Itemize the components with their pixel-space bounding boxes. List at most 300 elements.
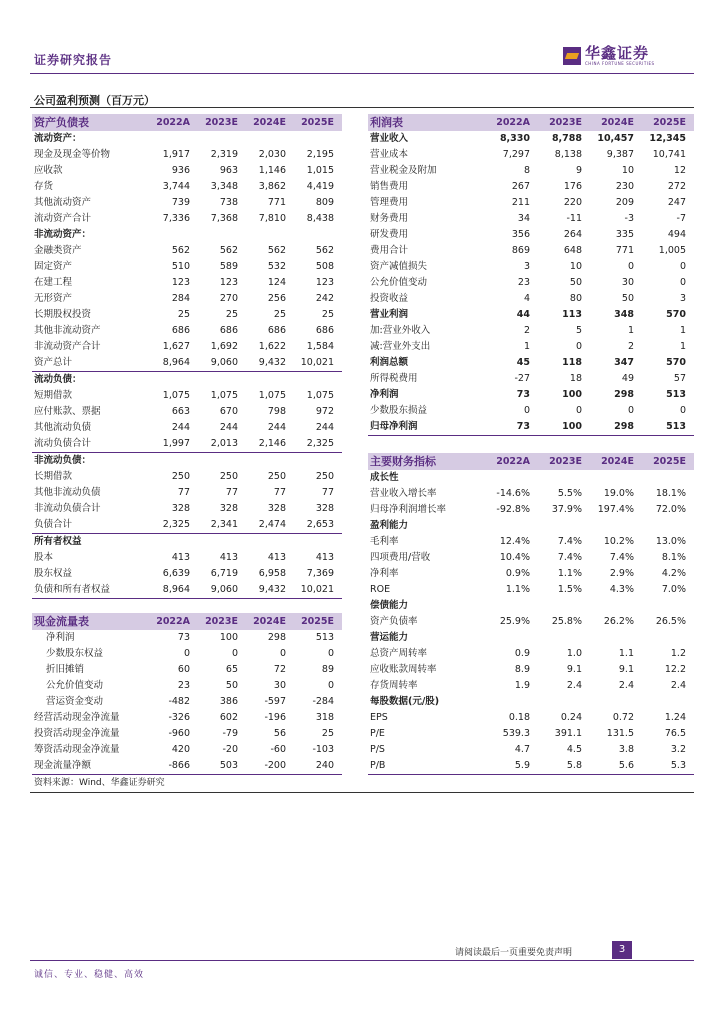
row-value: 25 xyxy=(273,309,286,320)
row-value: 0 xyxy=(627,405,634,416)
row-value: 1.1% xyxy=(557,568,582,579)
row-value: 244 xyxy=(171,422,190,433)
row-value xyxy=(198,453,246,470)
row-value: 13.0% xyxy=(655,536,686,547)
row-value: 9 xyxy=(575,165,582,176)
row-value: 539.3 xyxy=(502,728,530,739)
row-value xyxy=(486,470,538,486)
row-value: 318 xyxy=(315,712,334,723)
row-label: 应收款 xyxy=(34,165,63,176)
row-label: P/E xyxy=(370,728,385,739)
row-value: 73 xyxy=(177,632,190,643)
row-value: 72.0% xyxy=(655,504,686,515)
row-value xyxy=(294,227,342,243)
row-value: 10 xyxy=(569,261,582,272)
row-value: -11 xyxy=(566,213,582,224)
section-title: 公司盈利预测（百万元） xyxy=(34,94,155,107)
row-label: 营业收入增长率 xyxy=(370,488,437,499)
row-value: 19.0% xyxy=(603,488,634,499)
row-value: 9,060 xyxy=(198,582,246,599)
row-value: 0.18 xyxy=(508,712,530,723)
row-label: 筹资活动现金净流量 xyxy=(34,744,120,755)
year-header: 2023E xyxy=(198,613,246,630)
row-value: -27 xyxy=(514,373,530,384)
row-value xyxy=(486,518,538,534)
row-value: 1 xyxy=(679,325,686,336)
row-value: 0 xyxy=(679,261,686,272)
row-value xyxy=(538,598,590,614)
row-value xyxy=(198,227,246,243)
row-value: 298 xyxy=(614,389,634,400)
table-title: 资产负债表 xyxy=(32,114,150,131)
row-value xyxy=(590,598,642,614)
row-value xyxy=(198,534,246,551)
row-value: 7,369 xyxy=(306,568,334,579)
row-value: 50 xyxy=(225,680,238,691)
row-label: 其他流动资产 xyxy=(34,197,92,208)
row-label: 应付账款、票据 xyxy=(34,406,101,417)
row-label: 销售费用 xyxy=(370,181,409,192)
table-row xyxy=(368,355,694,371)
table-row xyxy=(368,339,694,355)
row-value: 670 xyxy=(219,406,238,417)
row-value: 1,146 xyxy=(258,165,286,176)
year-header: 2023E xyxy=(538,114,590,131)
table-row xyxy=(368,646,694,662)
row-label: 股本 xyxy=(34,552,54,563)
year-header: 2025E xyxy=(294,613,342,630)
row-value: -103 xyxy=(312,744,334,755)
row-value: -14.6% xyxy=(496,488,530,499)
table-row xyxy=(32,694,342,710)
row-value: 503 xyxy=(198,758,246,775)
row-value: 1,584 xyxy=(306,341,334,352)
row-value: 100 xyxy=(562,389,582,400)
report-type-title: 证券研究报告 xyxy=(34,53,113,67)
row-value: 10,457 xyxy=(597,133,634,144)
table-row xyxy=(32,388,342,404)
row-value: 267 xyxy=(511,181,530,192)
row-value: 686 xyxy=(219,325,238,336)
row-value: 30 xyxy=(621,277,634,288)
table-row xyxy=(32,726,342,742)
row-value: 3,862 xyxy=(258,181,286,192)
row-value: 4.5 xyxy=(566,744,582,755)
row-value: 413 xyxy=(171,552,190,563)
row-value: -866 xyxy=(150,758,198,775)
row-label: 负债合计 xyxy=(32,517,150,534)
row-value: 123 xyxy=(171,277,190,288)
row-value: 244 xyxy=(267,422,286,433)
row-value: 4.3% xyxy=(609,584,634,595)
table-row xyxy=(32,742,342,758)
row-label: 成长性 xyxy=(370,472,399,483)
page-number: 3 xyxy=(612,941,632,959)
row-value: 3 xyxy=(679,293,686,304)
row-value: 8,964 xyxy=(150,355,198,372)
row-value: 0 xyxy=(279,648,286,659)
row-label: 短期借款 xyxy=(34,390,73,401)
row-label: 归母净利润 xyxy=(368,419,486,436)
row-value: 10.2% xyxy=(603,536,634,547)
row-value: 25 xyxy=(225,309,238,320)
table-row xyxy=(32,453,342,470)
row-value: 270 xyxy=(219,293,238,304)
table-row xyxy=(32,630,342,646)
row-value: 5.9 xyxy=(486,758,538,775)
row-label: 其他非流动负债 xyxy=(34,487,101,498)
row-value: 0 xyxy=(679,277,686,288)
table-row xyxy=(368,323,694,339)
row-value: 2,325 xyxy=(294,436,342,453)
row-value: 298 xyxy=(590,419,642,436)
row-value: -326 xyxy=(168,712,190,723)
balance-sheet-table xyxy=(32,114,342,599)
row-value xyxy=(294,131,342,147)
row-label: 长期借款 xyxy=(34,471,73,482)
table-row xyxy=(368,534,694,550)
table-row xyxy=(32,436,342,453)
row-value: 72 xyxy=(273,664,286,675)
table-row xyxy=(368,598,694,614)
footer-divider xyxy=(30,960,694,961)
row-label: 营业收入 xyxy=(370,133,409,144)
row-label: 研发费用 xyxy=(370,229,409,240)
year-header: 2025E xyxy=(642,114,694,131)
row-value: 513 xyxy=(642,419,694,436)
row-label: P/S xyxy=(370,744,385,755)
table-row xyxy=(368,566,694,582)
table-row xyxy=(32,501,342,517)
table-row xyxy=(368,227,694,243)
row-value: 2,195 xyxy=(306,149,334,160)
table-row xyxy=(32,323,342,339)
table-row xyxy=(32,469,342,485)
row-value: 7.4% xyxy=(609,552,634,563)
row-value: 9,432 xyxy=(246,355,294,372)
row-value: 220 xyxy=(563,197,582,208)
row-value xyxy=(538,518,590,534)
row-value: -3 xyxy=(624,213,634,224)
row-value: 739 xyxy=(171,197,190,208)
row-value: 50 xyxy=(569,277,582,288)
row-value: 7,368 xyxy=(210,213,238,224)
row-value: 602 xyxy=(219,712,238,723)
table-header-row xyxy=(368,453,694,470)
row-value: 328 xyxy=(315,503,334,514)
row-label: 总资产周转率 xyxy=(370,648,428,659)
row-value: 209 xyxy=(615,197,634,208)
row-value: 328 xyxy=(171,503,190,514)
table-row xyxy=(368,387,694,403)
row-label: 净利润 xyxy=(46,632,75,643)
year-header: 2022A xyxy=(486,114,538,131)
table-row xyxy=(32,372,342,389)
row-value: 1,917 xyxy=(162,149,190,160)
row-value xyxy=(642,518,694,534)
row-value: -20 xyxy=(222,744,238,755)
table-row xyxy=(368,131,694,147)
table-row xyxy=(32,758,342,775)
year-header: 2024E xyxy=(246,613,294,630)
row-value: 10,021 xyxy=(294,582,342,599)
row-value: 562 xyxy=(267,245,286,256)
row-value: 7,336 xyxy=(162,213,190,224)
row-value: 328 xyxy=(267,503,286,514)
row-label: 净利率 xyxy=(370,568,399,579)
table-row xyxy=(368,419,694,436)
row-value: -196 xyxy=(264,712,286,723)
row-label: 毛利率 xyxy=(370,536,399,547)
row-label: 非流动负债合计 xyxy=(34,503,101,514)
row-value xyxy=(246,534,294,551)
table-row xyxy=(32,243,342,259)
row-value: 56 xyxy=(273,728,286,739)
row-value: 264 xyxy=(563,229,582,240)
row-label: 营业税金及附加 xyxy=(370,165,437,176)
row-value: 570 xyxy=(666,357,686,368)
row-value: 0 xyxy=(575,341,582,352)
row-value: 798 xyxy=(267,406,286,417)
row-value: 686 xyxy=(171,325,190,336)
row-value: 2.9% xyxy=(609,568,634,579)
row-value: 25.9% xyxy=(499,616,530,627)
row-value: 250 xyxy=(219,471,238,482)
row-label: 四项费用/营收 xyxy=(370,552,431,563)
row-value: 738 xyxy=(219,197,238,208)
table-row xyxy=(32,404,342,420)
row-label: 利润总额 xyxy=(370,357,409,368)
row-value: 9,387 xyxy=(606,149,634,160)
row-value: 386 xyxy=(219,696,238,707)
row-value: 23 xyxy=(517,277,530,288)
row-label: 资产总计 xyxy=(32,355,150,372)
table-row xyxy=(368,518,694,534)
row-value: 5.8 xyxy=(538,758,590,775)
year-header: 2024E xyxy=(590,114,642,131)
row-value: 298 xyxy=(267,632,286,643)
financial-ratios-table xyxy=(368,453,694,775)
row-value: 1,622 xyxy=(258,341,286,352)
row-value: 25 xyxy=(177,309,190,320)
table-row xyxy=(368,195,694,211)
table-row xyxy=(368,742,694,758)
row-value: 686 xyxy=(315,325,334,336)
table-row xyxy=(32,307,342,323)
year-header: 2022A xyxy=(486,453,538,470)
row-label: ROE xyxy=(370,584,391,595)
logo-name-cn: 华鑫证券 xyxy=(585,44,650,62)
row-value xyxy=(642,694,694,710)
table-row xyxy=(32,163,342,179)
row-value: 10,021 xyxy=(294,355,342,372)
row-value xyxy=(538,470,590,486)
row-label: 加:营业外收入 xyxy=(370,325,431,336)
row-label: 减:营业外支出 xyxy=(370,341,431,352)
row-value: -960 xyxy=(168,728,190,739)
row-value: 2,474 xyxy=(246,517,294,534)
row-value: 4,419 xyxy=(306,181,334,192)
row-label: 每股数据(元/股) xyxy=(370,696,440,707)
row-value: 12,345 xyxy=(649,133,686,144)
row-value: -60 xyxy=(270,744,286,755)
data-source-note: 资料来源：Wind、华鑫证券研究 xyxy=(34,778,165,788)
row-label: 流动资产： xyxy=(34,133,82,144)
row-value: 9,432 xyxy=(246,582,294,599)
row-value xyxy=(150,227,198,243)
row-value: 12.2 xyxy=(664,664,686,675)
row-value: 73 xyxy=(516,389,530,400)
row-value: 3,348 xyxy=(210,181,238,192)
row-label: 存货周转率 xyxy=(370,680,418,691)
row-value: 513 xyxy=(666,389,686,400)
row-value: 242 xyxy=(315,293,334,304)
row-value: 663 xyxy=(171,406,190,417)
row-value xyxy=(590,470,642,486)
row-value xyxy=(590,630,642,646)
row-value: 37.9% xyxy=(551,504,582,515)
row-value: 0 xyxy=(183,648,190,659)
row-value xyxy=(590,694,642,710)
table-row xyxy=(32,179,342,195)
row-value: 5.6 xyxy=(590,758,642,775)
table-row xyxy=(368,470,694,486)
disclaimer-note: 请阅读最后一页重要免责声明 xyxy=(455,948,573,958)
row-value: 9.1 xyxy=(618,664,634,675)
table-row xyxy=(32,485,342,501)
row-value: 2,319 xyxy=(210,149,238,160)
row-value: -597 xyxy=(264,696,286,707)
table-row xyxy=(368,211,694,227)
table-row xyxy=(368,486,694,502)
row-value xyxy=(246,227,294,243)
row-label: 少数股东权益 xyxy=(46,648,104,659)
row-value: -284 xyxy=(312,696,334,707)
row-label: 负债和所有者权益 xyxy=(32,582,150,599)
row-value: 356 xyxy=(511,229,530,240)
row-value: 0.9 xyxy=(514,648,530,659)
table-row xyxy=(368,662,694,678)
row-value: 1,075 xyxy=(162,390,190,401)
row-label: 非流动资产合计 xyxy=(34,341,101,352)
table-row xyxy=(32,678,342,694)
row-value: 936 xyxy=(171,165,190,176)
table-title: 利润表 xyxy=(368,114,486,131)
row-value: 12.4% xyxy=(499,536,530,547)
table-row xyxy=(368,710,694,726)
row-label: 少数股东损益 xyxy=(370,405,428,416)
row-value: 6,719 xyxy=(210,568,238,579)
table-row xyxy=(32,131,342,147)
row-value: 869 xyxy=(511,245,530,256)
table-row xyxy=(368,291,694,307)
row-value: 2,341 xyxy=(198,517,246,534)
row-label: P/B xyxy=(368,758,486,775)
row-value xyxy=(294,372,342,389)
row-value: 1,015 xyxy=(306,165,334,176)
row-value: 23 xyxy=(177,680,190,691)
table-row xyxy=(368,758,694,775)
row-value: 118 xyxy=(562,357,582,368)
row-value: 1,692 xyxy=(210,341,238,352)
row-value: 5 xyxy=(575,325,582,336)
row-value: 1,075 xyxy=(210,390,238,401)
row-value: 10.4% xyxy=(499,552,530,563)
row-value: 30 xyxy=(273,680,286,691)
row-value: 230 xyxy=(615,181,634,192)
row-value: 1 xyxy=(627,325,634,336)
table-row xyxy=(368,678,694,694)
row-value: 4 xyxy=(523,293,530,304)
row-value: 2.4 xyxy=(566,680,582,691)
year-header: 2023E xyxy=(538,453,590,470)
row-value: 0 xyxy=(523,405,530,416)
row-value: 250 xyxy=(315,471,334,482)
row-value: 77 xyxy=(273,487,286,498)
row-label: EPS xyxy=(370,712,388,723)
row-value: 197.4% xyxy=(597,504,634,515)
row-value: 73 xyxy=(486,419,538,436)
row-value: -79 xyxy=(222,728,238,739)
cash-flow-table xyxy=(32,613,342,775)
row-value xyxy=(642,598,694,614)
row-value: 0 xyxy=(327,680,334,691)
table-header-row xyxy=(32,613,342,630)
row-value xyxy=(294,534,342,551)
row-value: 1,997 xyxy=(150,436,198,453)
table-row xyxy=(368,630,694,646)
row-value: 57 xyxy=(673,373,686,384)
row-value: 25 xyxy=(321,309,334,320)
row-value: 2,013 xyxy=(198,436,246,453)
row-value: 5.3 xyxy=(642,758,694,775)
table-row xyxy=(32,259,342,275)
row-value xyxy=(246,453,294,470)
table-row xyxy=(32,227,342,243)
row-value: 8,964 xyxy=(150,582,198,599)
row-value: -7 xyxy=(676,213,686,224)
company-logo xyxy=(563,45,655,66)
row-value: 0 xyxy=(627,261,634,272)
row-value: 123 xyxy=(315,277,334,288)
row-value xyxy=(150,131,198,147)
row-value: 60 xyxy=(177,664,190,675)
row-value: 0.72 xyxy=(612,712,634,723)
logo-name-en: CHINA FORTUNE SECURITIES xyxy=(585,61,655,66)
row-value: 80 xyxy=(569,293,582,304)
row-value: 8.9 xyxy=(514,664,530,675)
row-label: 资产负债率 xyxy=(370,616,418,627)
year-header: 2022A xyxy=(150,613,198,630)
table-row xyxy=(368,371,694,387)
table-row xyxy=(368,147,694,163)
table-row xyxy=(368,582,694,598)
row-value: 562 xyxy=(219,245,238,256)
row-value: 18.1% xyxy=(655,488,686,499)
row-label: 折旧摊销 xyxy=(46,664,85,675)
row-value: 2,146 xyxy=(246,436,294,453)
row-value: 211 xyxy=(511,197,530,208)
row-value: 494 xyxy=(667,229,686,240)
row-value xyxy=(198,372,246,389)
table-row xyxy=(368,275,694,291)
year-header: 2025E xyxy=(642,453,694,470)
table-row xyxy=(32,550,342,566)
row-value: 256 xyxy=(267,293,286,304)
row-label: 偿债能力 xyxy=(370,600,409,611)
row-value: 25.8% xyxy=(551,616,582,627)
row-value: 1,075 xyxy=(258,390,286,401)
